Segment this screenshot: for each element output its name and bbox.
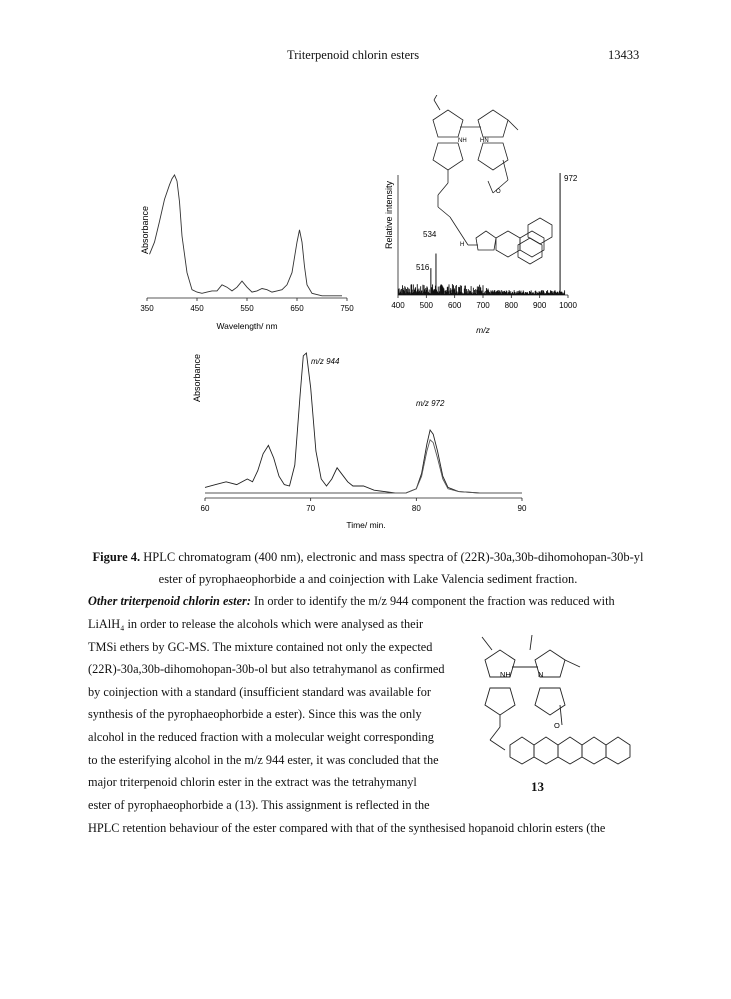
ms-x-tick-label: 400 xyxy=(391,301,405,310)
body-line-1: In order to identify the m/z 944 component the fraction was reduced with xyxy=(254,594,615,608)
hplc-annotation-972: m/z 972 xyxy=(416,399,445,408)
ms-x-tick-label: 600 xyxy=(447,301,462,310)
ms-peak-label: 972 xyxy=(564,174,578,183)
mass-spectrum-chart xyxy=(378,95,608,340)
ms-x-ticks xyxy=(391,295,577,310)
uv-x-tick-label: 750 xyxy=(340,304,354,313)
hplc-chromatogram-chart xyxy=(190,338,540,533)
body-line: LiAlH₄ in order to release the alcohols which were analysed as their xyxy=(88,617,424,631)
ms-xlabel: m/z xyxy=(476,325,490,335)
uv-line-series xyxy=(150,175,343,296)
body-line: alcohol in the reduced fraction with a molecular weight corresponding xyxy=(88,729,434,744)
uv-vis-spectrum-chart xyxy=(130,160,370,335)
body-line: by coinjection with a standard (insufficient standard was available for xyxy=(88,684,431,699)
hplc-annotation-944: m/z 944 xyxy=(311,357,340,366)
body-line: to the esterifying alcohol in the m/z 944 ester, it was concluded that the xyxy=(88,752,439,767)
hplc-x-tick-label: 90 xyxy=(517,504,527,513)
uv-x-ticks xyxy=(140,298,354,313)
hplc-x-tick-label: 80 xyxy=(411,504,421,513)
structure-13-drawing xyxy=(470,615,650,775)
figure-caption xyxy=(88,546,648,590)
hplc-fraction-trace xyxy=(205,353,522,493)
body-last-line: HPLC retention behaviour of the ester compared with that of the synthesised hopanoid chlorin esters (the xyxy=(88,821,606,835)
uv-x-tick-label: 350 xyxy=(140,304,154,313)
hplc-ylabel: Absorbance xyxy=(192,353,202,403)
hplc-x-ticks xyxy=(201,498,527,513)
body-wrapped-text xyxy=(88,613,468,816)
body-line: major triterpenoid chlorin ester in the extract was the tetrahymanyl xyxy=(88,775,417,790)
section-heading: Other triterpenoid chlorin ester: xyxy=(88,594,251,608)
page-number: 13433 xyxy=(608,48,640,62)
mol-label-h: H xyxy=(460,242,465,248)
body-line: (22R)-30a,30b-dihomohopan-30b-ol but also tetrahymanol as confirmed xyxy=(88,662,445,677)
ms-x-tick-label: 1000 xyxy=(559,301,577,310)
uv-spectrum-line xyxy=(150,175,343,296)
structure-13-label-nh: NH xyxy=(500,670,511,679)
hplc-coinjection-trace xyxy=(205,440,522,493)
uv-x-tick-label: 550 xyxy=(240,304,254,313)
compound-number-13: 13 xyxy=(531,779,544,794)
ms-peak-label: 534 xyxy=(423,230,437,239)
hplc-x-tick-label: 60 xyxy=(200,504,210,513)
body-line: synthesis of the pyrophaeophorbide a ester). Since this was the only xyxy=(88,707,422,722)
hplc-xlabel: Time/ min. xyxy=(346,520,386,530)
hplc-x-tick-label: 70 xyxy=(306,504,316,513)
ms-noise-peaks xyxy=(399,284,565,295)
structure-13-label-n: N xyxy=(538,670,544,679)
uv-ylabel: Absorbance xyxy=(140,205,150,255)
hplc-line-series xyxy=(205,353,522,493)
figure-caption-label: Figure 4. xyxy=(92,550,141,564)
ms-x-tick-label: 900 xyxy=(532,301,547,310)
ms-x-tick-label: 800 xyxy=(504,301,519,310)
uv-x-tick-label: 450 xyxy=(190,304,204,313)
figure-caption-text: HPLC chromatogram (400 nm), electronic and mass spectra of (22R)-30a,30b-dihomohopan-30b-yl ester of pyrophaeophorbide a and coinjection with Lake Valencia sediment fraction. xyxy=(143,550,644,586)
uv-x-tick-label: 650 xyxy=(290,304,304,313)
structure-13-label-o: O xyxy=(554,721,560,730)
running-header-title: Triterpenoid chlorin esters xyxy=(287,48,420,62)
ms-ylabel: Relative intensity xyxy=(384,180,394,250)
mol-label-hn: HN xyxy=(480,138,489,144)
body-line: ester of pyrophaeophorbide a (13). This assignment is reflected in the xyxy=(88,797,430,812)
body-first-line xyxy=(88,590,668,613)
ms-x-tick-label: 500 xyxy=(419,301,434,310)
chlorin-ester-structure-drawing xyxy=(433,95,552,264)
body-line: TMSi ethers by GC-MS. The mixture contained not only the expected xyxy=(88,639,433,654)
mol-label-o: O xyxy=(496,189,501,195)
uv-xlabel: Wavelength/ nm xyxy=(216,321,278,331)
ms-x-tick-label: 700 xyxy=(476,301,490,310)
ms-peak-label: 516 xyxy=(416,263,430,272)
mol-label-nh: NH xyxy=(458,138,467,144)
